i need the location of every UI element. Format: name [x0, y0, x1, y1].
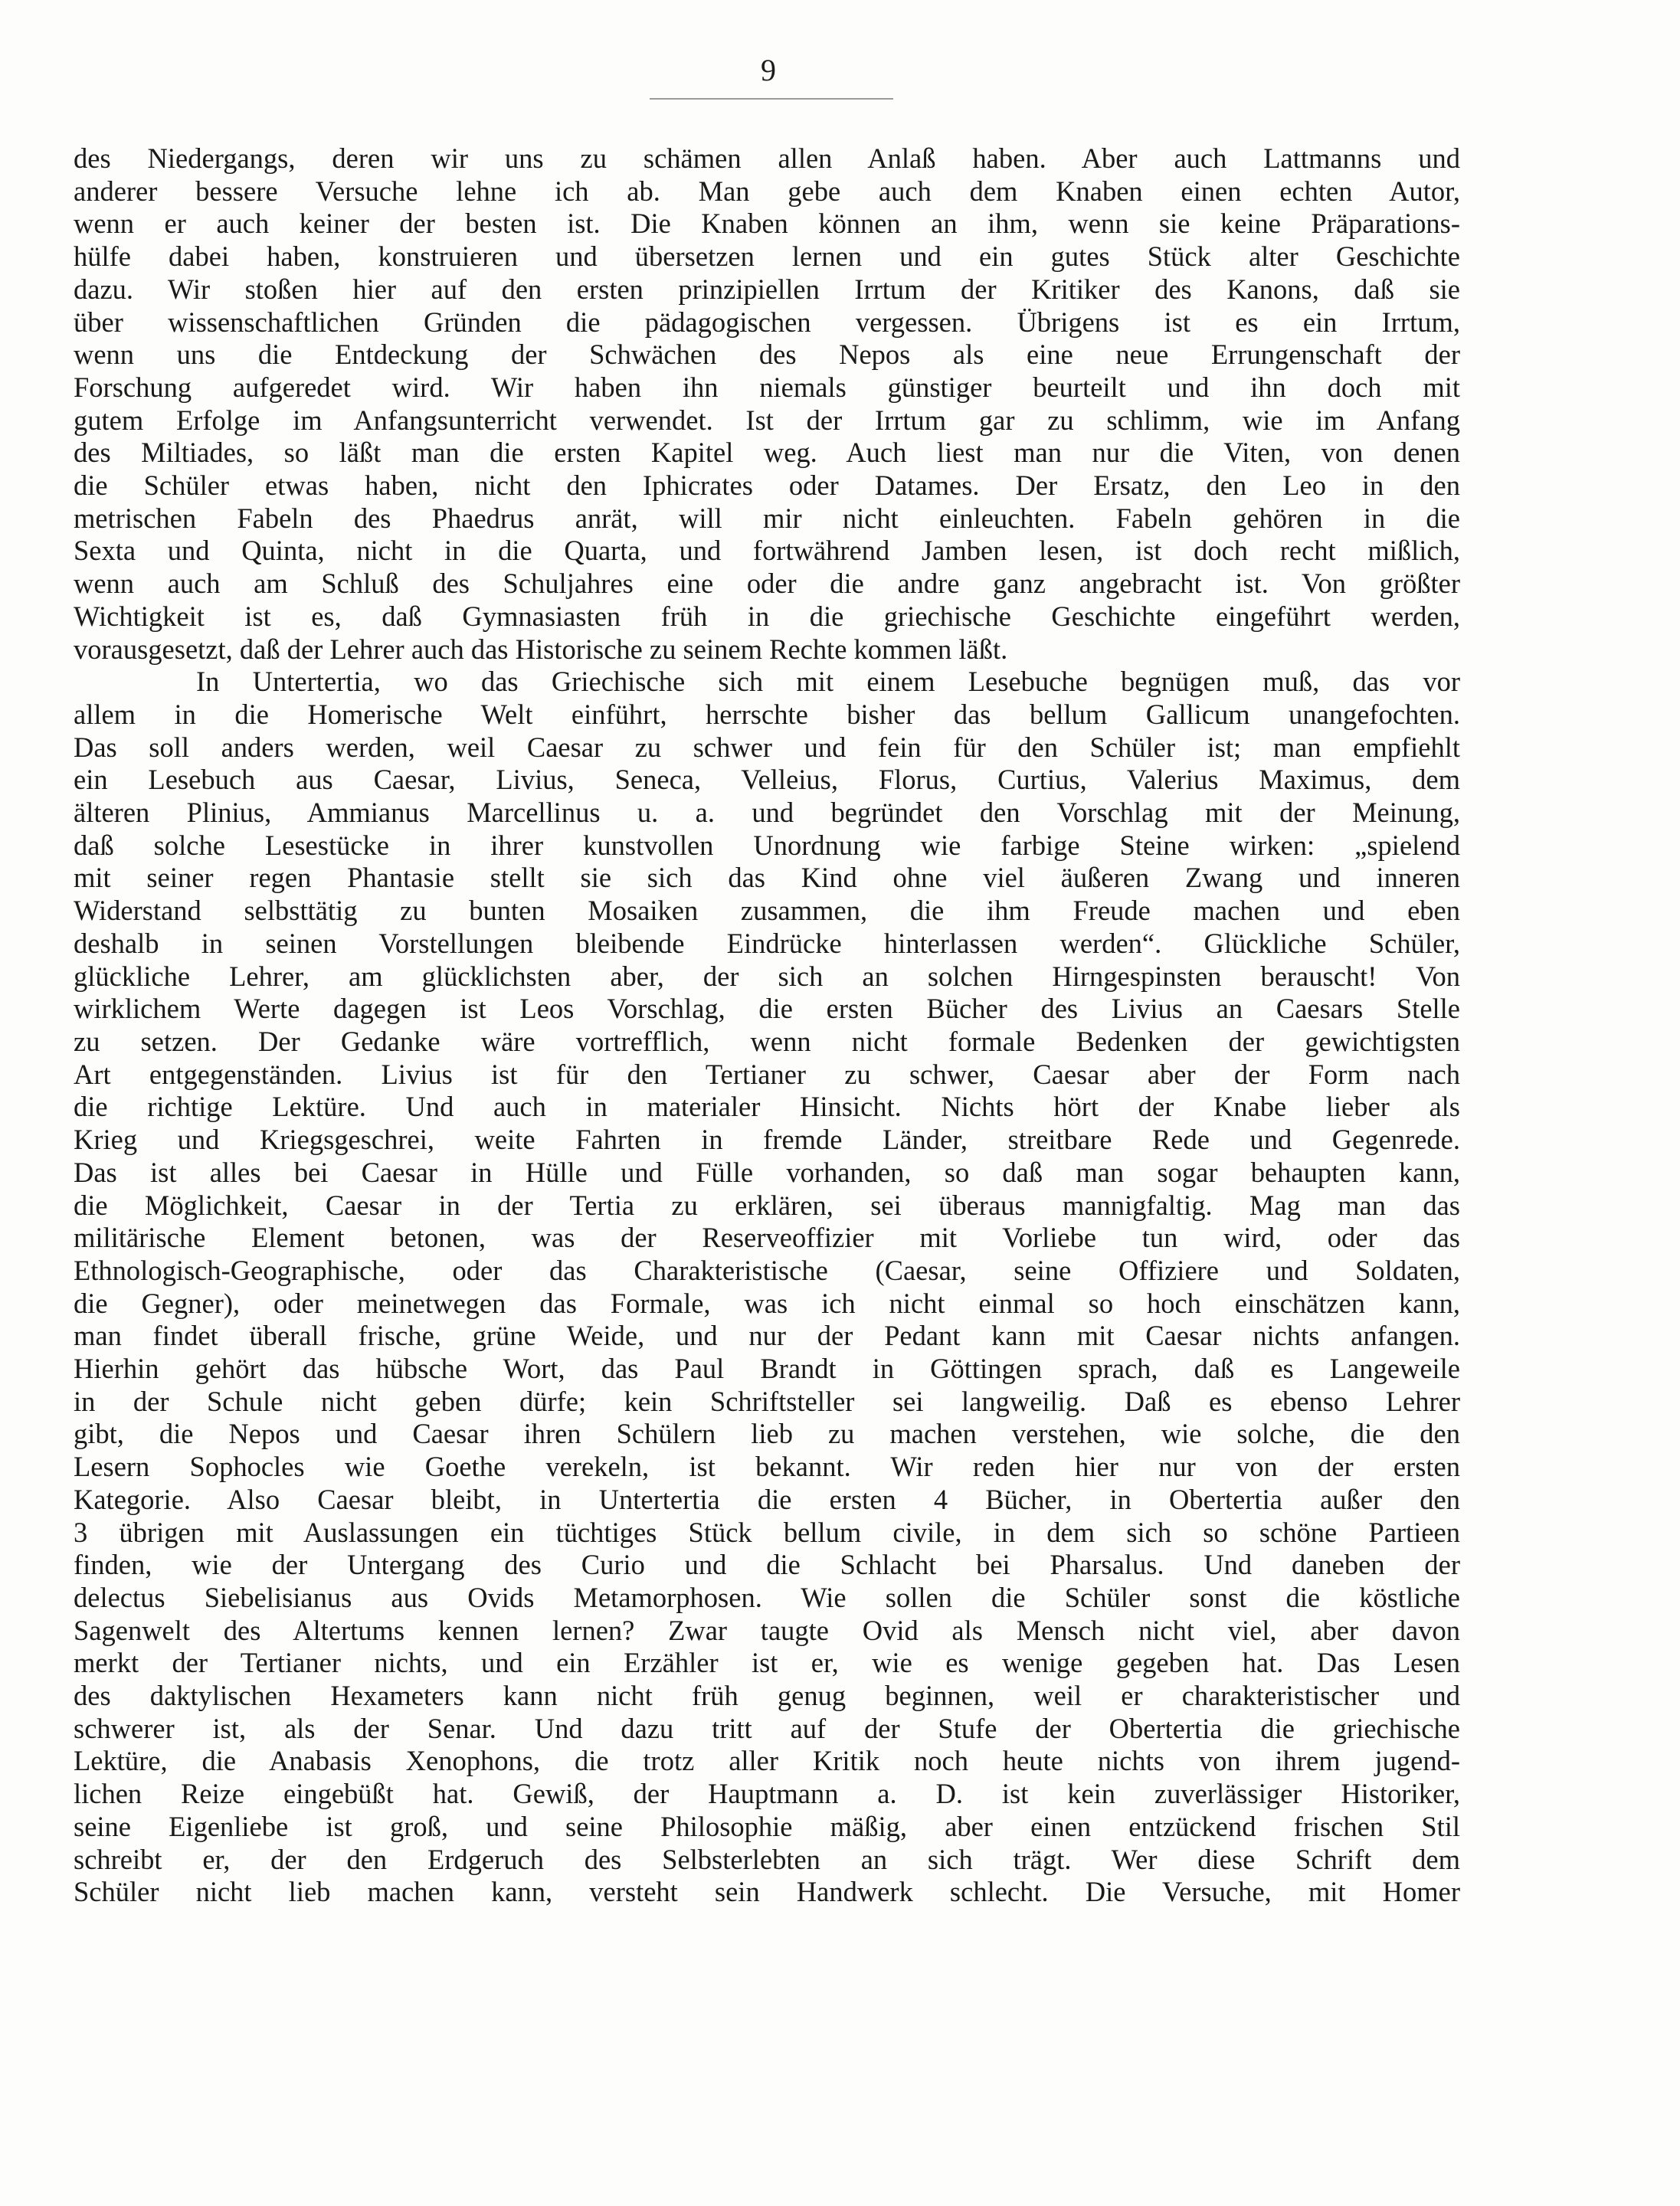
text-line: schreibt er, der den Erdgeruch des Selbsterlebten an sich trägt. Wer diese Schrift dem	[74, 1843, 1460, 1875]
text-line: des daktylischen Hexameters kann nicht früh genug beginnen, weil er charakteristischer und	[74, 1680, 1460, 1712]
text-line: des Miltiades, so läßt man die ersten Kapitel weg. Auch liest man nur die Viten, von denen	[74, 437, 1460, 469]
text-line: gibt, die Nepos und Caesar ihren Schülern lieb zu machen verstehen, wie solche, die den	[74, 1418, 1460, 1450]
text-line: Das ist alles bei Caesar in Hülle und Fülle vorhanden, so daß man sogar behaupten kann,	[74, 1156, 1460, 1188]
text-line: Das soll anders werden, weil Caesar zu schwer und fein für den Schüler ist; man empfiehlt	[74, 731, 1460, 763]
header-rule	[650, 98, 893, 100]
text-line: metrischen Fabeln des Phaedrus anrät, will mir nicht einleuchten. Fabeln gehören in die	[74, 502, 1460, 534]
paragraph-end-line: vorausgesetzt, daß der Lehrer auch das Historische zu seinem Rechte kommen läßt.	[74, 633, 1008, 665]
text-line: deshalb in seinen Vorstellungen bleibende Eindrücke hinterlassen werden“. Glückliche Schüler,	[74, 927, 1460, 959]
text-line: Widerstand selbsttätig zu bunten Mosaiken zusammen, die ihm Freude machen und eben	[74, 895, 1460, 927]
text-line: Schüler nicht lieb machen kann, versteht sein Handwerk schlecht. Die Versuche, mit Homer	[74, 1876, 1460, 1908]
text-line: dazu. Wir stoßen hier auf den ersten prinzipiellen Irrtum der Kritiker des Kanons, daß sie	[74, 273, 1460, 305]
text-line: seine Eigenliebe ist groß, und seine Philosophie mäßig, aber einen entzückend frischen Stil	[74, 1810, 1460, 1842]
text-line: 3 übrigen mit Auslassungen ein tüchtiges Stück bellum civile, in dem sich so schöne Partieen	[74, 1516, 1460, 1548]
body-text	[74, 142, 1460, 1909]
text-line: hülfe dabei haben, konstruieren und übersetzen lernen und ein gutes Stück alter Geschichte	[74, 241, 1460, 273]
text-line: finden, wie der Untergang des Curio und die Schlacht bei Pharsalus. Und daneben der	[74, 1549, 1460, 1581]
text-line: Lesern Sophocles wie Goethe verekeln, ist bekannt. Wir reden hier nur von der ersten	[74, 1451, 1460, 1483]
text-line: die richtige Lektüre. Und auch in materialer Hinsicht. Nichts hört der Knabe lieber als	[74, 1091, 1460, 1123]
text-line: gutem Erfolge im Anfangsunterricht verwendet. Ist der Irrtum gar zu schlimm, wie im Anfang	[74, 404, 1460, 436]
text-line: die Gegner), oder meinetwegen das Formale, was ich nicht einmal so hoch einschätzen kann,	[74, 1287, 1460, 1319]
text-line: militärische Element betonen, was der Reserveoffizier mit Vorliebe tun wird, oder das	[74, 1222, 1460, 1254]
text-line: Forschung aufgeredet wird. Wir haben ihn niemals günstiger beurteilt und ihn doch mit	[74, 371, 1460, 403]
text-line: ein Lesebuch aus Caesar, Livius, Seneca, Velleius, Florus, Curtius, Valerius Maximus, dem	[74, 764, 1460, 796]
text-line: Sagenwelt des Altertums kennen lernen? Zwar taugte Ovid als Mensch nicht viel, aber davon	[74, 1614, 1460, 1646]
paragraph-start-line: In Untertertia, wo das Griechische sich mit einem Lesebuche begnügen muß, das vor	[196, 666, 1460, 698]
text-line: Kategorie. Also Caesar bleibt, in Untertertia die ersten 4 Bücher, in Obertertia außer den	[74, 1483, 1460, 1515]
text-line: zu setzen. Der Gedanke wäre vortrefflich, wenn nicht formale Bedenken der gewichtigsten	[74, 1025, 1460, 1057]
text-line: glückliche Lehrer, am glücklichsten aber, der sich an solchen Hirngespinsten berauscht! Von	[74, 960, 1460, 992]
text-line: schwerer ist, als der Senar. Und dazu tritt auf der Stufe der Obertertia die griechische	[74, 1712, 1460, 1744]
text-line: die Schüler etwas haben, nicht den Iphicrates oder Datames. Der Ersatz, den Leo in den	[74, 470, 1460, 502]
text-line: lichen Reize eingebüßt hat. Gewiß, der Hauptmann a. D. ist kein zuverlässiger Historiker,	[74, 1778, 1460, 1810]
text-line: anderer bessere Versuche lehne ich ab. Man gebe auch dem Knaben einen echten Autor,	[74, 175, 1460, 207]
text-line: des Niedergangs, deren wir uns zu schämen allen Anlaß haben. Aber auch Lattmanns und	[74, 142, 1460, 174]
text-line: Krieg und Kriegsgeschrei, weite Fahrten in fremde Länder, streitbare Rede und Gegenrede.	[74, 1124, 1460, 1156]
text-line: wirklichem Werte dagegen ist Leos Vorschlag, die ersten Bücher des Livius an Caesars Stelle	[74, 993, 1460, 1025]
text-line: in der Schule nicht geben dürfe; kein Schriftsteller sei langweilig. Daß es ebenso Lehrer	[74, 1385, 1460, 1417]
text-line: Lektüre, die Anabasis Xenophons, die trotz aller Kritik noch heute nichts von ihrem jugend-	[74, 1745, 1460, 1777]
text-line: älteren Plinius, Ammianus Marcellinus u. a. und begründet den Vorschlag mit der Meinung,	[74, 797, 1460, 829]
text-line: delectus Siebelisianus aus Ovids Metamorphosen. Wie sollen die Schüler sonst die köstliche	[74, 1581, 1460, 1613]
text-line: die Möglichkeit, Caesar in der Tertia zu erklären, sei überaus mannigfaltig. Mag man das	[74, 1189, 1460, 1221]
text-line: Sexta und Quinta, nicht in die Quarta, und fortwährend Jamben lesen, ist doch recht mißlich,	[74, 535, 1460, 567]
text-line: Art entgegenständen. Livius ist für den Tertianer zu schwer, Caesar aber der Form nach	[74, 1058, 1460, 1090]
text-line: wenn auch am Schluß des Schuljahres eine oder die andre ganz angebracht ist. Von größter	[74, 568, 1460, 600]
text-line: allem in die Homerische Welt einführt, herrschte bisher das bellum Gallicum unangefochten.	[74, 698, 1460, 730]
text-line: mit seiner regen Phantasie stellt sie sich das Kind ohne viel äußeren Zwang und inneren	[74, 862, 1460, 894]
text-line: wenn er auch keiner der besten ist. Die Knaben können an ihm, wenn sie keine Präparations-	[74, 208, 1460, 240]
text-line: Wichtigkeit ist es, daß Gymnasiasten früh in die griechische Geschichte eingeführt werden,	[74, 600, 1460, 632]
text-line: Ethnologisch-Geographische, oder das Charakteristische (Caesar, seine Offiziere und Soldaten,	[74, 1254, 1460, 1286]
page-number: 9	[761, 53, 776, 87]
text-line: wenn uns die Entdeckung der Schwächen des Nepos als eine neue Errungenschaft der	[74, 339, 1460, 371]
text-line: Hierhin gehört das hübsche Wort, das Paul Brandt in Göttingen sprach, daß es Langeweile	[74, 1353, 1460, 1385]
text-line: merkt der Tertianer nichts, und ein Erzähler ist er, wie es wenige gegeben hat. Das Lesen	[74, 1647, 1460, 1679]
text-line: daß solche Lesestücke in ihrer kunstvollen Unordnung wie farbige Steine wirken: „spielend	[74, 829, 1460, 861]
text-line: man findet überall frische, grüne Weide, und nur der Pedant kann mit Caesar nichts anfangen.	[74, 1320, 1460, 1352]
text-line: über wissenschaftlichen Gründen die pädagogischen vergessen. Übrigens ist es ein Irrtum,	[74, 306, 1460, 338]
